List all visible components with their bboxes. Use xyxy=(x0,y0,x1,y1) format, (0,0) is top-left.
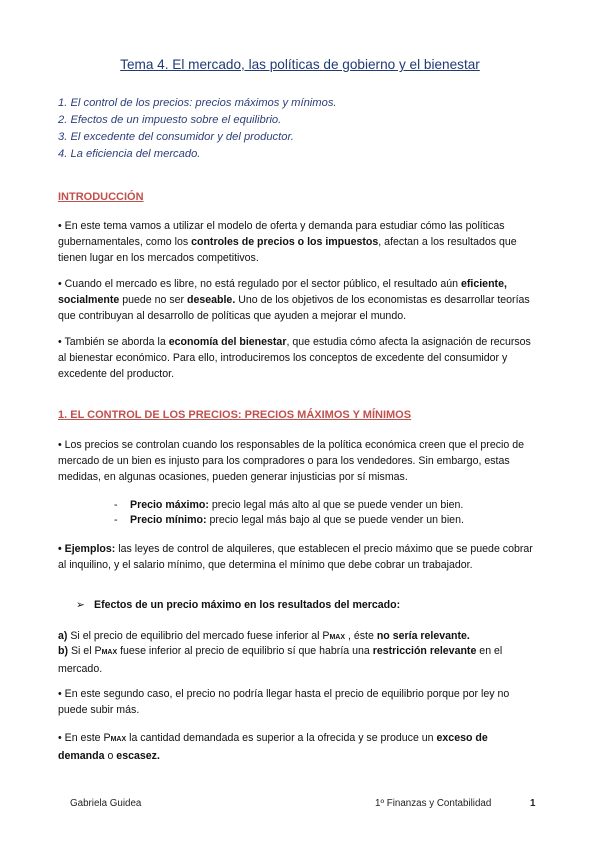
intro-paragraph-3 xyxy=(58,334,534,382)
text-run: o xyxy=(104,750,117,762)
arrow-bullet-icon: ➢ xyxy=(76,599,85,611)
text-run: en el mercado. xyxy=(58,645,503,675)
text-run: Efectos de un precio máximo en los resultados del mercado: xyxy=(94,599,401,611)
subheading-efectos-precio-maximo xyxy=(76,599,400,611)
bold-run: no sería relevante. xyxy=(376,630,470,642)
section1-paragraph-2: • En este segundo caso, el precio no podría llegar hasta el precio de equilibrio porque por ley no puede subir más. xyxy=(58,688,510,716)
bold-run: eficiente, socialmente xyxy=(58,278,507,306)
text-run: • Cuando el mercado es libre, no está regulado por el sector público, el resultado aún xyxy=(58,278,461,290)
text-run: la cantidad demandada es superior a la ofrecida y se produce un xyxy=(126,732,437,744)
bold-run: exceso de demanda xyxy=(58,732,488,762)
subscript: MAX xyxy=(110,736,127,743)
list-item-precio-maximo xyxy=(114,498,463,513)
toc-item: 3. El excedente del consumidor y del productor. xyxy=(58,131,294,143)
section-heading-introduccion: INTRODUCCIÓN xyxy=(58,191,144,203)
document-title: Tema 4. El mercado, las políticas de gobierno y el bienestar xyxy=(120,57,480,72)
text-run: • En este P xyxy=(58,732,111,744)
text-run: Uno de los objetivos de los economistas es desarrollar teorías que contribuyan al desarrollo de políticas que ayuden a mejorar el mundo. xyxy=(58,294,530,322)
section1-paragraph-1: • Los precios se controlan cuando los responsables de la política económica creen que el precio de mercado de un bien es injusto para los compradores o para los vendedores. Sin embargo, estas medidas, en algunas ocasiones, pueden generar injusticias por sí mismas. xyxy=(58,439,524,483)
text-run: Si el P xyxy=(68,645,102,657)
bold-run: Precio máximo: xyxy=(130,499,209,511)
footer-author: Gabriela Guidea xyxy=(70,798,142,809)
table-of-contents xyxy=(58,95,337,163)
text-run: las leyes de control de alquileres, que establecen el precio máximo que se puede cobrar al inquilino, y el salario mínimo, que determina el mínimo que debe cobrar un trabajador. xyxy=(58,543,533,571)
intro-paragraph-1 xyxy=(58,218,534,266)
bold-run: Precio mínimo: xyxy=(130,514,207,526)
section1-paragraph-3 xyxy=(58,730,534,764)
intro-paragraph-2 xyxy=(58,276,534,324)
subscript: MAX xyxy=(101,649,118,656)
dash-bullet: - xyxy=(114,499,118,511)
bold-run: controles de precios o los impuestos xyxy=(191,236,379,248)
footer-course: 1º Finanzas y Contabilidad xyxy=(375,798,492,809)
toc-item: 4. La eficiencia del mercado. xyxy=(58,148,201,160)
text-run: fuese inferior al precio de equilibrio sí que habría una xyxy=(117,645,373,657)
footer-page-number: 1 xyxy=(530,798,536,809)
section-heading-control-precios: 1. EL CONTROL DE LOS PRECIOS: PRECIOS MÁXIMOS Y MÍNIMOS xyxy=(58,409,412,421)
text-run: , éste xyxy=(345,630,377,642)
bold-run: • Ejemplos: xyxy=(58,543,116,555)
toc-item: 2. Efectos de un impuesto sobre el equilibrio. xyxy=(58,114,282,126)
bold-run: economía del bienestar xyxy=(168,336,287,348)
bold-run: deseable. xyxy=(186,294,236,306)
text-run: Si el precio de equilibrio del mercado fuese inferior al P xyxy=(67,630,330,642)
examples-paragraph xyxy=(58,541,534,573)
bold-run: escasez. xyxy=(116,750,160,762)
dash-bullet: - xyxy=(114,514,118,526)
subscript: MAX xyxy=(329,634,346,641)
list-item-precio-minimo xyxy=(114,513,464,528)
text-run: , que estudia cómo afecta la asignación de recursos al bienestar económico. Para ello, introduciremos los conceptos de excedente del consumidor y excedente del productor. xyxy=(58,336,531,380)
text-run: • En este tema vamos a utilizar el modelo de oferta y demanda para estudiar cómo las políticas gubernamentales, como los xyxy=(58,220,505,248)
case-b-paragraph xyxy=(58,643,534,677)
text-run: , afectan a los resultados que tienen lugar en los mercados competitivos. xyxy=(58,236,517,264)
text-run: precio legal más alto al que se puede vender un bien. xyxy=(208,499,464,511)
bold-run: restricción relevante xyxy=(372,645,477,657)
text-run: precio legal más bajo al que se puede vender un bien. xyxy=(206,514,464,526)
text-run: • También se aborda la xyxy=(58,336,169,348)
bold-run: b) xyxy=(58,645,68,657)
bold-run: a) xyxy=(58,630,68,642)
toc-item: 1. El control de los precios: precios máximos y mínimos. xyxy=(58,97,337,109)
text-run: puede no ser xyxy=(119,294,187,306)
